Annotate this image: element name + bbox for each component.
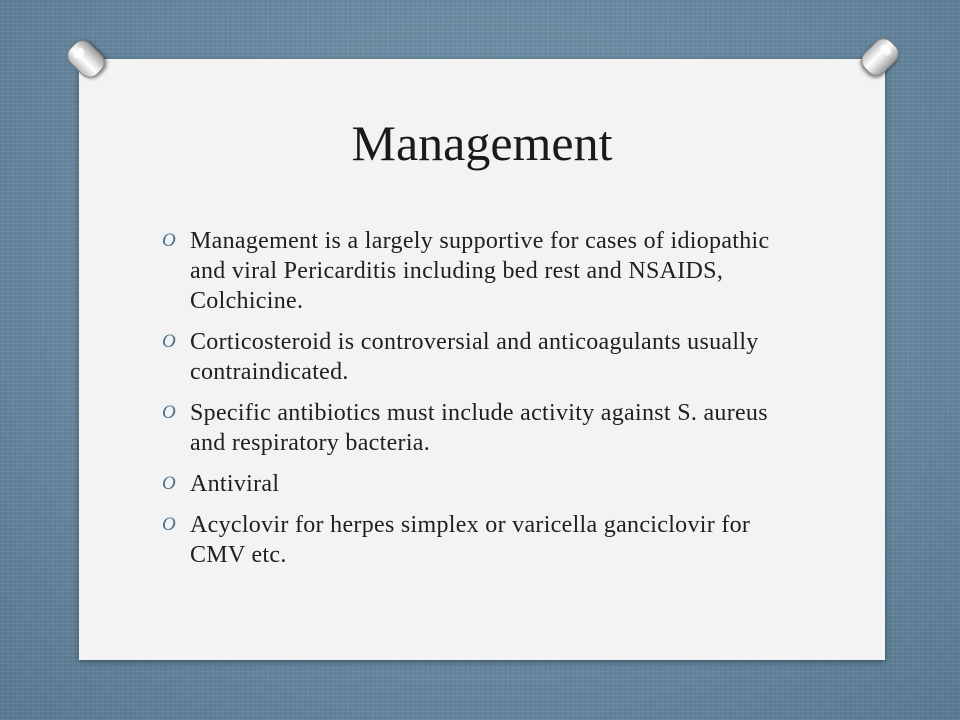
bullet-item	[162, 510, 802, 570]
bullet-text: Management is a largely supportive for cases of idiopathic and viral Pericarditis including bed rest and NSAIDS, Colchicine.	[190, 228, 770, 314]
bullet-marker-icon: O	[162, 473, 177, 494]
bullet-item	[162, 327, 802, 387]
bullet-text: Specific antibiotics must include activity against S. aureus and respiratory bacteria.	[190, 400, 768, 456]
bullet-marker-icon: O	[162, 230, 177, 251]
bullet-marker-icon: O	[162, 331, 177, 352]
bullet-item	[162, 398, 802, 458]
slide-title: Management	[351, 115, 613, 171]
bullet-marker-icon: O	[162, 402, 177, 423]
bullet-item	[162, 226, 802, 316]
bullet-text: Corticosteroid is controversial and anticoagulants usually contraindicated.	[190, 329, 759, 385]
bullet-list	[162, 226, 802, 581]
bullet-marker-icon: O	[162, 514, 177, 535]
bullet-item	[162, 469, 802, 499]
bullet-text: Antiviral	[190, 471, 280, 497]
bullet-text: Acyclovir for herpes simplex or varicella ganciclovir for CMV etc.	[190, 512, 751, 568]
